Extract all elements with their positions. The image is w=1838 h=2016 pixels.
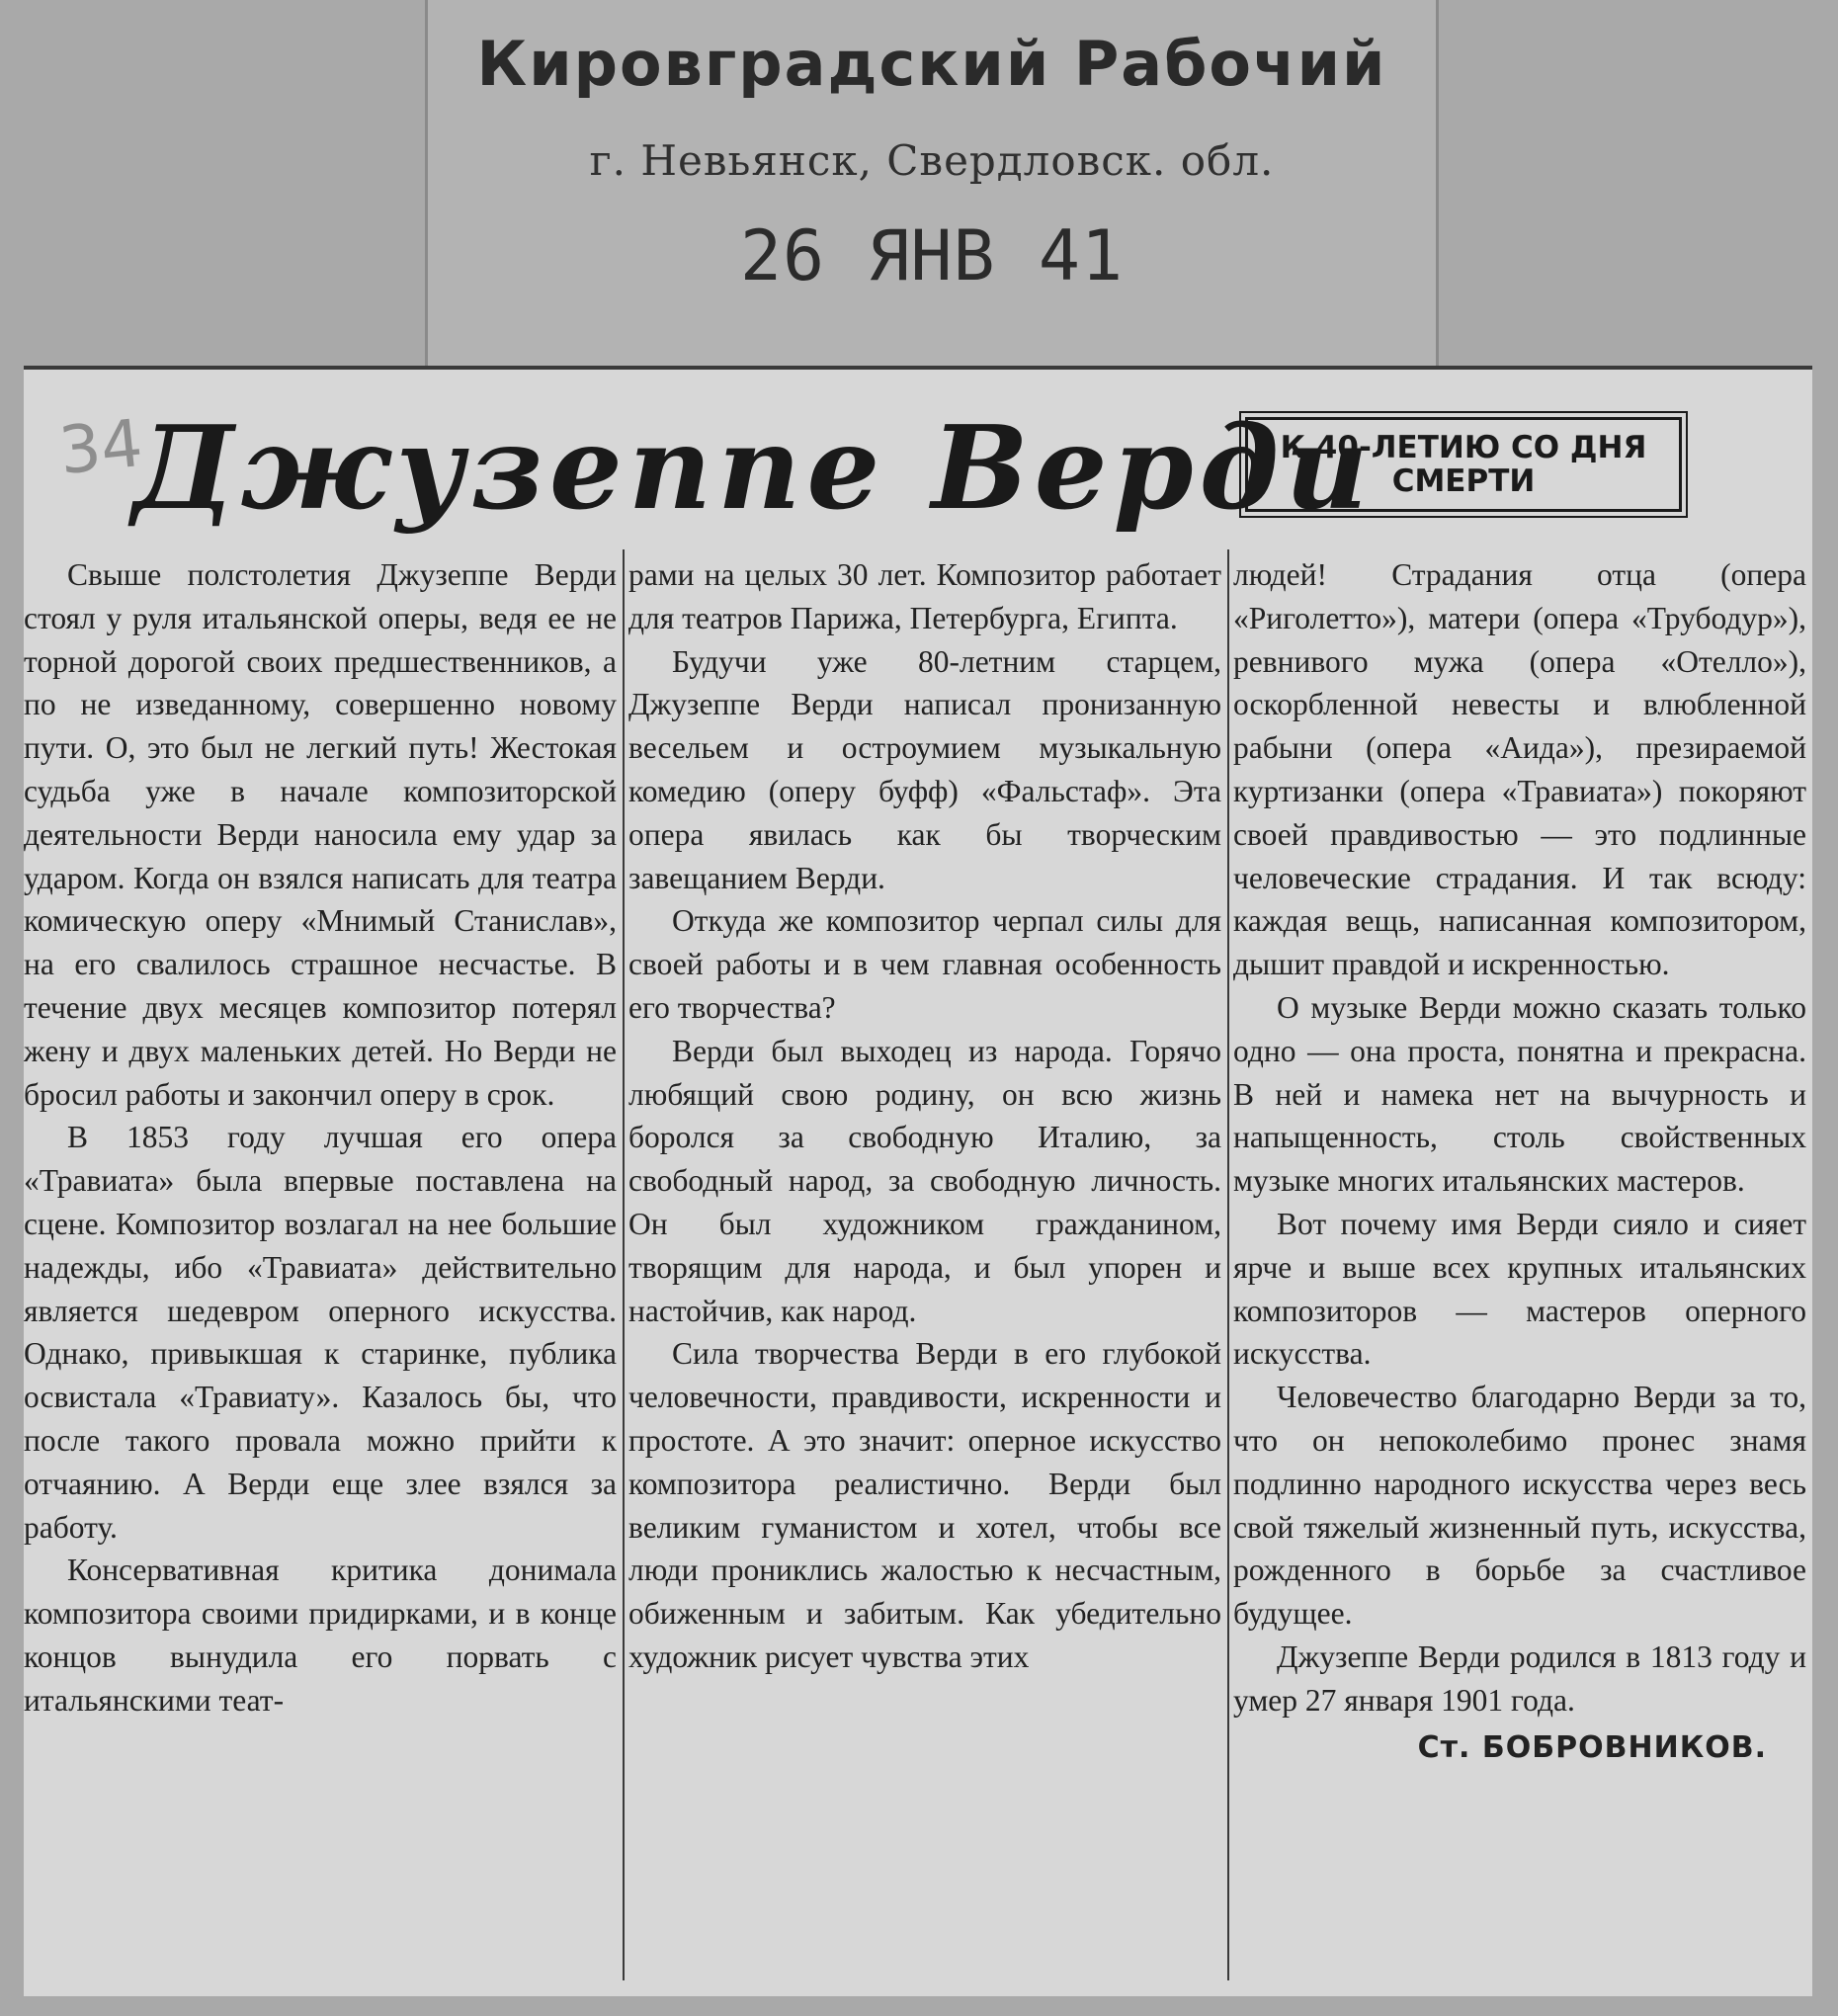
newspaper-clipping bbox=[24, 366, 1812, 1996]
paragraph: рами на целых 30 лет. Композитор работает для театров Парижа, Петербурга, Египта. bbox=[628, 557, 1221, 635]
paragraph: людей! Страдания отца (опера «Риголетто»), матери (опера «Трубодур»), ревнивого мужа (опера «Отелло»), оскорбленной невесты и влюбленной рабыни (опера «Аида»), презираемой куртизанки (опера «Травиата») покоряют своей правдивостью — это подлинные человеческие страдания. И так всюду: каждая вещь, написанная композитором, дышит правдой и искренностью. bbox=[1233, 557, 1806, 982]
article-column-3 bbox=[1233, 553, 1806, 1976]
newspaper-name: Кировградский Рабочий bbox=[476, 28, 1387, 100]
paragraph: Будучи уже 80-летним старцем, Джузеппе Верди написал пронизанную весельем и остроумием музыкальную комедию (оперу буфф) «Фальстаф». Эта опера явилась как бы творческим завещанием Верди. bbox=[628, 643, 1221, 895]
stamp-date: 26 ЯНВ 41 bbox=[739, 215, 1125, 296]
pencil-mark: 34 bbox=[55, 404, 146, 490]
paragraph: Человечество благодарно Верди за то, что он непоколебимо пронес знамя подлинно народного искусства через весь свой тяжелый жизненный путь, искусства, рожденного в борьбе за счастливое будущее. bbox=[1233, 1380, 1806, 1632]
newspaper-place: г. Невьянск, Свердловск. обл. bbox=[589, 136, 1275, 185]
article-title: Джузеппе Верди bbox=[132, 401, 1375, 536]
rubric-box bbox=[1245, 417, 1682, 512]
paragraph: Сила творчества Верди в его глубокой человечности, правдивости, искренности и простоте. А это значит: оперное искусство композитора реалистично. Верди был великим гуманистом и хотел, чтобы все люди прониклись жалостью к несчастным, обиженным и забитым. Как убедительно художник рисует чувства этих bbox=[628, 1336, 1221, 1674]
column-rule bbox=[623, 549, 625, 1980]
paragraph: О музыке Верди можно сказать только одно — она проста, понятна и прекрасна. В ней и намека нет на вычурность и напыщенность, столь свойственных музыке многих итальянских мастеров. bbox=[1233, 989, 1806, 1199]
article-column-2 bbox=[628, 553, 1221, 1976]
paragraph: Вот почему имя Верди сияло и сияет ярче и выше всех крупных итальянских композиторов — мастеров оперного искусства. bbox=[1233, 1206, 1806, 1372]
article-column-1 bbox=[24, 553, 617, 1976]
paragraph: Свыше полстолетия Джузеппе Верди стоял у руля итальянской оперы, ведя ее не торной дорогой своих предшественников, а по не изведанному, совершенно новому пути. О, это был не легкий путь! Жестокая судьба уже в начале композиторской деятельности Верди наносила ему удар за ударом. Когда он взялся написать для театра комическую оперу «Мнимый Станислав», на его свалилось страшное несчастье. В течение двух месяцев композитор потерял жену и двух маленьких детей. Но Верди не бросил работы и закончил оперу в срок. bbox=[24, 557, 617, 1112]
library-stamp bbox=[425, 0, 1439, 366]
author-signature: Ст. БОБРОВНИКОВ. bbox=[1417, 1729, 1767, 1765]
rubric-text: К 40-ЛЕТИЮ СО ДНЯ СМЕРТИ bbox=[1280, 430, 1647, 499]
column-rule bbox=[1227, 549, 1229, 1980]
paragraph: Откуда же композитор черпал силы для своей работы и в чем главная особенность его творчества? bbox=[628, 903, 1221, 1025]
paragraph: Верди был выходец из народа. Горячо любящий свою родину, он всю жизнь боролся за свободную Италию, за свободный народ, за свободную личность. Он был художником гражданином, творящим для народа, и был упорен и настойчив, как народ. bbox=[628, 1033, 1221, 1328]
paragraph: В 1853 году лучшая его опера «Травиата» была впервые поставлена на сцене. Композитор возлагал на нее большие надежды, ибо «Травиата» действительно является шедевром оперного искусства. Однако, привыкшая к старинке, публика освистала «Травиату». Казалось бы, что после такого провала можно прийти к отчаянию. А Верди еще злее взялся за работу. bbox=[24, 1120, 617, 1545]
paragraph: Консервативная критика донимала композитора своими придирками, и в конце концов вынудила его порвать с итальянскими теат- bbox=[24, 1553, 617, 1718]
paragraph: Джузеппе Верди родился в 1813 году и умер 27 января 1901 года. bbox=[1233, 1638, 1806, 1718]
